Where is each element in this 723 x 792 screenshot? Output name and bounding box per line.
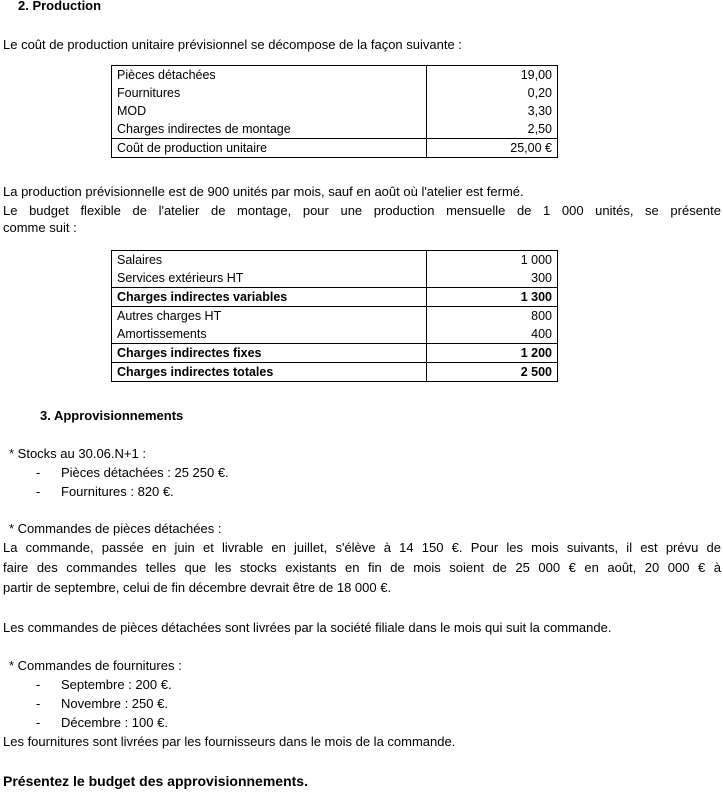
total-label: Coût de production unitaire (112, 139, 427, 158)
table-subtotal-row (112, 288, 558, 307)
row-label: Salaires (117, 253, 163, 267)
unit-cost-table (111, 65, 558, 158)
list-item-text: Pièces détachées : 25 250 €. (61, 465, 229, 480)
subtotal-value: 1 200 (427, 344, 558, 363)
dash-bullet: - (36, 696, 41, 711)
table-row (112, 307, 558, 326)
list-item-text: Novembre : 250 €. (61, 696, 168, 711)
stocks-heading: * Stocks au 30.06.N+1 : (9, 446, 146, 461)
section-3-title: 3. Approvisionnements (40, 408, 184, 423)
dash-bullet: - (36, 677, 41, 692)
subtotal-label: Charges indirectes variables (112, 288, 427, 307)
subtotal-value: 1 300 (427, 288, 558, 307)
dash-bullet: - (36, 484, 41, 499)
row-value: 800 (427, 307, 558, 326)
row-label: Fournitures (117, 86, 181, 100)
table-total-row (112, 363, 558, 382)
flexible-budget-table (111, 250, 558, 382)
row-label: Autres charges HT (112, 307, 427, 326)
total-value: 2 500 (427, 363, 558, 382)
production-paragraph: La production prévisionnelle est de 900 unités par mois, sauf en août où l'atelier est fermé. (3, 184, 524, 199)
dash-bullet: - (36, 465, 41, 480)
section-2-title: 2. Production (18, 0, 102, 13)
list-item-text: Septembre : 200 €. (61, 677, 172, 692)
production-intro: Le coût de production unitaire prévisionnel se décompose de la façon suivante : (3, 37, 462, 52)
budget-paragraph-line2: comme suit : (3, 220, 77, 235)
row-value: 3,30 (427, 102, 558, 120)
task-instruction: Présentez le budget des approvisionnements. (3, 773, 308, 789)
supplies-delivery-text: Les fournitures sont livrées par les fournisseurs dans le mois de la commande. (3, 734, 456, 749)
table-total-row (112, 139, 558, 158)
table-row (112, 251, 558, 270)
table-row (112, 325, 558, 344)
parts-orders-line2: faire des commandes telles que les stocks existants en fin de mois soient de 25 000 € en août, 20 000 € à (3, 560, 721, 575)
list-item-text: Décembre : 100 €. (61, 715, 168, 730)
table-subtotal-row (112, 344, 558, 363)
row-label: Pièces détachées (117, 68, 216, 82)
row-label: MOD (117, 104, 147, 118)
subtotal-label: Charges indirectes fixes (112, 344, 427, 363)
row-value: 300 (427, 269, 558, 288)
dash-bullet: - (36, 715, 41, 730)
parts-delivery-text: Les commandes de pièces détachées sont livrées par la société filiale dans le mois qui suit la commande. (3, 620, 612, 635)
row-label: Charges indirectes de montage (117, 122, 291, 136)
total-label: Charges indirectes totales (112, 363, 427, 382)
supplies-orders-heading: * Commandes de fournitures : (9, 658, 182, 673)
row-value: 19,00 (427, 66, 558, 85)
table-row (112, 66, 558, 85)
row-value: 400 (427, 325, 558, 344)
row-label: Amortissements (117, 327, 207, 341)
row-value: 2,50 (427, 120, 558, 139)
budget-paragraph-line1: Le budget flexible de l'atelier de montage, pour une production mensuelle de 1 000 unités, se présente (3, 203, 721, 218)
table-row (112, 120, 558, 139)
parts-orders-line3: partir de septembre, celui de fin décembre devrait être de 18 000 €. (3, 580, 392, 595)
parts-orders-line1: La commande, passée en juin et livrable en juillet, s'élève à 14 150 €. Pour les mois suivants, il est prévu de (3, 540, 721, 555)
table-row (112, 269, 558, 288)
row-value: 1 000 (427, 251, 558, 270)
row-label: Services extérieurs HT (117, 271, 244, 285)
total-value: 25,00 € (427, 139, 558, 158)
table-row (112, 84, 558, 102)
parts-orders-heading: * Commandes de pièces détachées : (9, 521, 222, 536)
row-value: 0,20 (427, 84, 558, 102)
list-item-text: Fournitures : 820 €. (61, 484, 174, 499)
table-row (112, 102, 558, 120)
